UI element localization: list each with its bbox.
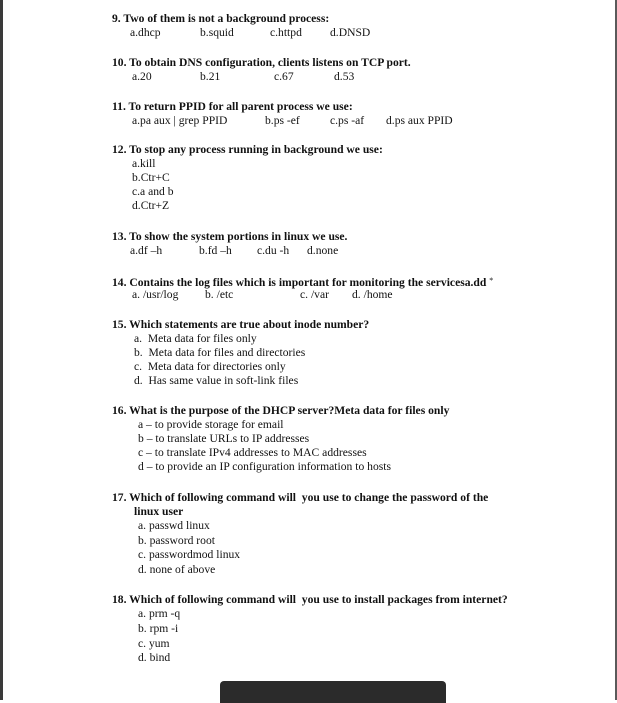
question-14-option-c: c. /var: [300, 288, 329, 301]
question-15: 15. Which statements are true about inode number?: [112, 318, 370, 331]
question-13-option-a: a.df –h: [130, 244, 163, 257]
question-10-option-d: d.53: [334, 70, 355, 83]
question-16-option-c: c – to translate IPv4 addresses to MAC addresses: [138, 446, 367, 459]
question-17-option-b: b. password root: [138, 534, 215, 547]
left-page-edge: [0, 0, 3, 700]
question-15-option-d: d. Has same value in soft-link files: [134, 374, 299, 387]
question-17-option-d: d. none of above: [138, 563, 216, 576]
question-13-option-c: c.du -h: [257, 244, 290, 257]
question-9-option-c: c.httpd: [270, 26, 302, 39]
question-13-option-b: b.fd –h: [199, 244, 232, 257]
question-12-option-a: a.kill: [132, 157, 156, 170]
question-12-option-b: b.Ctr+C: [132, 171, 170, 184]
question-17-option-c: c. passwordmod linux: [138, 548, 241, 561]
question-14-option-d: d. /home: [352, 288, 393, 301]
question-11-option-c: c.ps -af: [330, 114, 365, 127]
question-17-line-2: linux user: [134, 505, 184, 518]
question-11-option-b: b.ps -ef: [265, 114, 300, 127]
question-15-option-b: b. Meta data for files and directories: [134, 346, 306, 359]
question-18-option-d: d. bind: [138, 651, 171, 664]
question-17-option-a: a. passwd linux: [138, 519, 210, 532]
question-16: 16. What is the purpose of the DHCP server?Meta data for files only: [112, 404, 450, 417]
question-11-option-d: d.ps aux PPID: [386, 114, 453, 127]
question-10: 10. To obtain DNS configuration, clients listens on TCP port.: [112, 56, 411, 69]
question-14-option-b: b. /etc: [205, 288, 234, 301]
question-11-option-a: a.pa aux | grep PPID: [132, 114, 228, 127]
question-10-option-c: c.67: [274, 70, 294, 83]
question-12-option-c: c.a and b: [132, 185, 174, 198]
question-14-option-a: a. /usr/log: [132, 288, 179, 301]
question-12: 12. To stop any process running in background we use:: [112, 143, 383, 156]
question-15-option-c: c. Meta data for directories only: [134, 360, 286, 373]
required-marker: *: [489, 276, 494, 285]
question-18-option-b: b. rpm -i: [138, 622, 179, 635]
question-16-option-d: d – to provide an IP configuration information to hosts: [138, 460, 391, 473]
question-9-option-d: d.DNSD: [330, 26, 371, 39]
question-16-option-a: a – to provide storage for email: [138, 418, 284, 431]
question-9-option-a: a.dhcp: [130, 26, 161, 39]
question-12-option-d: d.Ctr+Z: [132, 199, 170, 212]
question-15-option-a: a. Meta data for files only: [134, 332, 257, 345]
question-17-line-1: 17. Which of following command will you use to change the password of the: [112, 491, 489, 504]
question-9: 9. Two of them is not a background process:: [112, 12, 330, 25]
question-13: 13. To show the system portions in linux we use.: [112, 230, 348, 243]
question-11: 11. To return PPID for all parent process we use:: [112, 100, 353, 113]
question-10-option-a: a.20: [132, 70, 152, 83]
question-10-option-b: b.21: [200, 70, 221, 83]
question-9-option-b: b.squid: [200, 26, 234, 39]
question-18: 18. Which of following command will you use to install packages from internet?: [112, 593, 508, 606]
question-13-option-d: d.none: [307, 244, 339, 257]
question-18-option-c: c. yum: [138, 637, 170, 650]
question-16-option-b: b – to translate URLs to IP addresses: [138, 432, 310, 445]
question-14-text: 14. Contains the log files which is important for monitoring the servicesa.dd: [112, 276, 487, 289]
question-18-option-a: a. prm -q: [138, 607, 181, 620]
